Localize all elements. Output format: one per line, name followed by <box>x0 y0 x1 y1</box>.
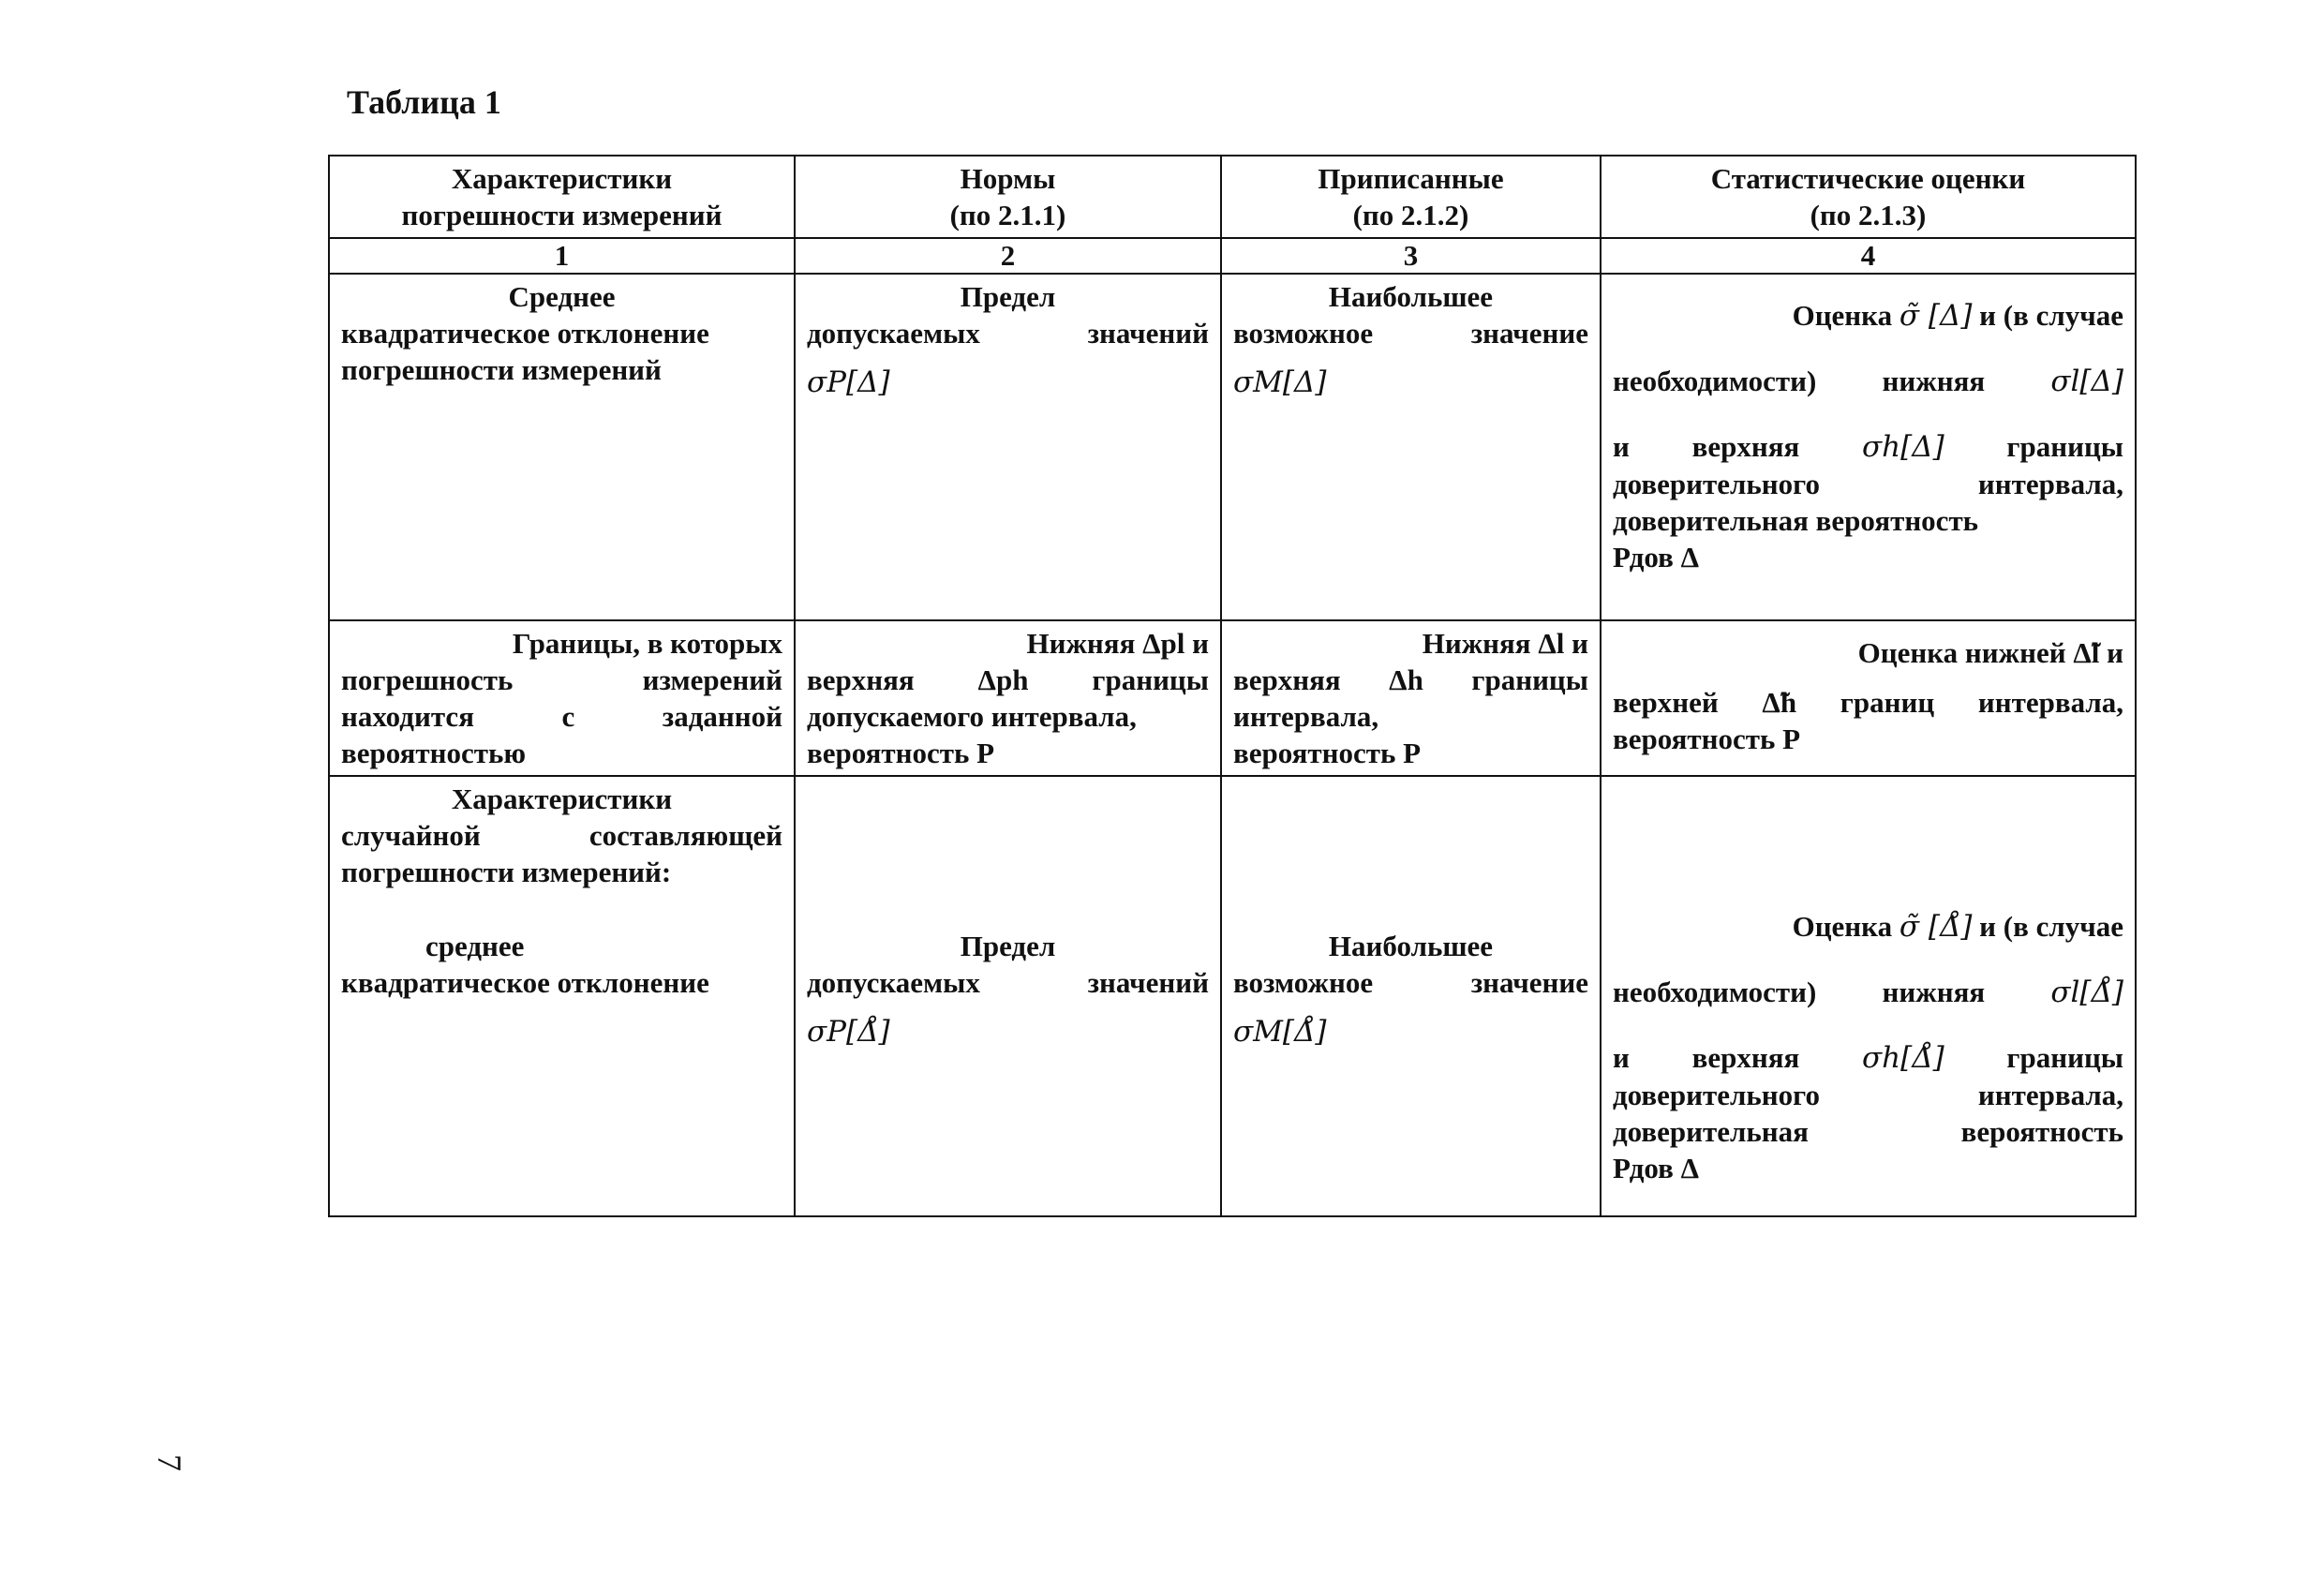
cell-line: погрешность измерений <box>341 663 782 696</box>
cell-text: границы <box>2006 430 2124 463</box>
cell-line: доверительного интервала, <box>1613 468 2123 500</box>
measurement-error-table <box>328 155 2137 1217</box>
cell-line: вероятность Р <box>1233 737 1422 769</box>
sigma-p-formula: σP[Δ̊] <box>807 1015 890 1049</box>
assigned-cell <box>1221 274 1601 620</box>
table-row <box>329 274 2136 620</box>
table-row <box>329 620 2136 776</box>
cell-line <box>1613 363 2123 400</box>
cell-line: Рдов Δ <box>1613 1152 1700 1184</box>
sigma-lower-formula: σl[Δ] <box>2050 365 2123 398</box>
row-characteristic-cell <box>329 620 795 776</box>
sigma-m-formula: σM[Δ] <box>1233 365 1327 399</box>
header-text: (по 2.1.3) <box>1810 199 1927 231</box>
cell-line: допускаемого интервала, <box>807 700 1137 733</box>
cell-line: квадратическое отклонение <box>341 966 709 999</box>
cell-line: погрешности измерений: <box>341 856 672 888</box>
cell-text: границы <box>2006 1041 2124 1074</box>
page-number: 7 <box>151 1454 188 1471</box>
cell-line: Границы, в которых <box>512 627 782 660</box>
header-text: (по 2.1.2) <box>1352 199 1469 231</box>
cell-line: верхняя Δh границы <box>1233 663 1588 696</box>
table-row <box>329 776 2136 1216</box>
cell-line <box>1613 428 2123 466</box>
header-text: погрешности измерений <box>401 199 723 231</box>
cell-line: доверительная вероятность <box>1613 1115 2123 1148</box>
cell-line <box>1613 908 2123 946</box>
cell-line: доверительная вероятность <box>1613 504 1979 537</box>
assigned-cell <box>1221 620 1601 776</box>
cell-line: допускаемых значений <box>807 317 1209 350</box>
cell-line: верхней Δ̃h границ интервала, <box>1613 686 2123 719</box>
column-number: 1 <box>329 238 795 274</box>
cell-line: вероятностью <box>341 737 527 769</box>
cell-line: Предел <box>960 930 1056 962</box>
header-text: Нормы <box>960 162 1056 195</box>
cell-text: и (в случае <box>1979 299 2123 332</box>
cell-line: верхняя Δph границы <box>807 663 1209 696</box>
header-statistical <box>1601 156 2136 238</box>
header-norms <box>795 156 1221 238</box>
norm-cell <box>795 274 1221 620</box>
statistical-cell <box>1601 274 2136 620</box>
cell-line: Характеристики <box>451 782 673 815</box>
column-number: 2 <box>795 238 1221 274</box>
cell-line: Рдов Δ <box>1613 541 1700 574</box>
cell-text: и (в случае <box>1979 910 2123 943</box>
cell-text: Оценка <box>1792 299 1893 332</box>
cell-line: квадратическое отклонение <box>341 317 709 350</box>
norm-cell <box>795 776 1221 1216</box>
header-text: (по 2.1.1) <box>949 199 1066 231</box>
cell-line: Наибольшее <box>1328 280 1494 313</box>
cell-line: погрешности измерений <box>341 353 662 386</box>
cell-line: среднее <box>425 930 525 962</box>
cell-text: необходимости) нижняя <box>1613 976 1986 1008</box>
column-number: 4 <box>1601 238 2136 274</box>
cell-line: находится с заданной <box>341 700 782 733</box>
column-number: 3 <box>1221 238 1601 274</box>
table-caption: Таблица 1 <box>347 83 501 121</box>
statistical-cell <box>1601 620 2136 776</box>
statistical-cell <box>1601 776 2136 1216</box>
cell-line <box>1613 974 2123 1011</box>
cell-text: и верхняя <box>1613 430 1800 463</box>
cell-line: возможное значение <box>1233 966 1588 999</box>
cell-text: Оценка <box>1792 910 1893 943</box>
table-header-row <box>329 156 2136 238</box>
cell-line: Предел <box>960 280 1056 313</box>
sigma-estimate-formula: σ̃ [Δ] <box>1899 299 1973 333</box>
header-assigned <box>1221 156 1601 238</box>
sigma-upper-formula: σh[Δ̊] <box>1861 1041 1944 1075</box>
header-text: Приписанные <box>1318 162 1504 195</box>
cell-line: Нижняя Δpl и <box>1026 627 1209 660</box>
cell-line: вероятность Р <box>1613 723 1801 755</box>
cell-line <box>1613 297 2123 335</box>
column-number-row <box>329 238 2136 274</box>
cell-line: возможное значение <box>1233 317 1588 350</box>
row-characteristic-cell <box>329 274 795 620</box>
cell-line: допускаемых значений <box>807 966 1209 999</box>
sigma-m-formula: σM[Δ̊] <box>1233 1015 1327 1049</box>
norm-cell <box>795 620 1221 776</box>
sigma-p-formula: σP[Δ] <box>807 365 890 399</box>
header-text: Статистические оценки <box>1710 162 2026 195</box>
cell-line: случайной составляющей <box>341 819 782 852</box>
cell-text: и верхняя <box>1613 1041 1800 1074</box>
sigma-upper-formula: σh[Δ] <box>1861 430 1944 464</box>
cell-text: необходимости) нижняя <box>1613 365 1986 397</box>
header-characteristics <box>329 156 795 238</box>
cell-line: Наибольшее <box>1328 930 1494 962</box>
sigma-lower-formula: σl[Δ̊] <box>2050 976 2123 1009</box>
row-characteristic-cell <box>329 776 795 1216</box>
cell-line: Нижняя Δl и <box>1422 627 1588 660</box>
header-text: Характеристики <box>451 162 673 195</box>
cell-line <box>1613 1039 2123 1077</box>
assigned-cell <box>1221 776 1601 1216</box>
cell-line: Оценка нижней Δ̃l и <box>1857 636 2123 669</box>
cell-line: вероятность Р <box>807 737 995 769</box>
cell-line: интервала, <box>1233 700 1379 733</box>
sigma-estimate-formula: σ̃ [Δ̊] <box>1899 910 1973 944</box>
cell-line: Среднее <box>508 280 616 313</box>
cell-line: доверительного интервала, <box>1613 1079 2123 1111</box>
